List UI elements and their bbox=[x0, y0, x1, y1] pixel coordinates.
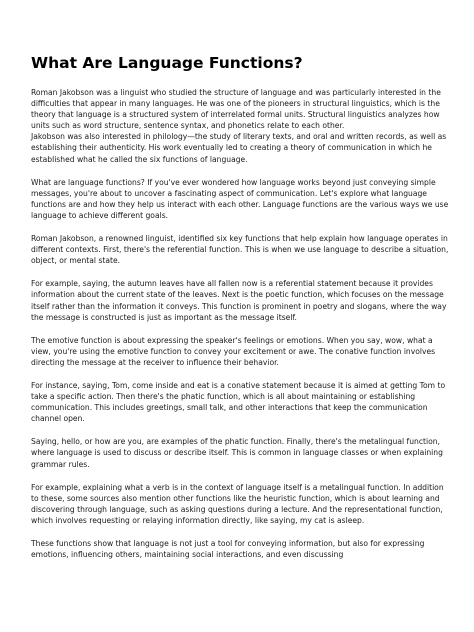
paragraph-referential: Roman Jakobson, a renowned linguist, identified six key functions that help explain how language operates in different contexts. First, there's the referential function. This is when we use language to describe a situation, object, or mental state. bbox=[31, 234, 449, 266]
paragraph-conclusion: These functions show that language is not just a tool for conveying information, but also for expressing emotions, influencing others, maintaining social interactions, and even discussing bbox=[31, 539, 425, 560]
paragraph-emotive-conative: The emotive function is about expressing the speaker's feelings or emotions. When you say, wow, what a view, you're using the emotive function to convey your excitement or awe. The conative function involves directing the message at the receiver to influence their behavior. bbox=[31, 335, 436, 367]
paragraph-heuristic-representational: For example, explaining what a verb is in the context of language itself is a metalingual function. In addition to these, some sources also mention other functions like the heuristic function, which is about learning and discovering through language, such as asking questions during a lecture. And the representational function, which involves requesting or relaying information directly, like saying, my cat is asleep. bbox=[31, 482, 444, 525]
paragraph-phatic: For instance, saying, Tom, come inside and eat is a conative statement because it is aimed at getting Tom to take a specific action. Then there's the phatic function, which is all about maintaining or establishing communication. This includes greetings, small talk, and other interactions that keep the communication channel open. bbox=[31, 380, 446, 424]
paragraph-metalingual: Saying, hello, or how are you, are examples of the phatic function. Finally, there's the metalingual function, where language is used to discuss or describe itself. This is common in language classes or when explaining grammar rules. bbox=[31, 437, 443, 469]
paragraph-philology: Jakobson was also interested in philology—the study of literary texts, and oral and written records, as well as establishing their authenticity. His work eventually led to creating a theory of communication in which he established what he called the six functions of language. bbox=[31, 132, 447, 164]
paragraph-what-are-functions: What are language functions? If you've ever wondered how language works beyond just conveying simple messages, you're about to uncover a fascinating aspect of communication. Let's explore what language functions are and how they help us interact with each other. Language functions are the various ways we use language to achieve different goals. bbox=[31, 177, 449, 220]
paragraph-jakobson-intro: Roman Jakobson was a linguist who studied the structure of language and was particularly interested in the difficulties that appear in many languages. He was one of the pioneers in structural linguistics, which is the theory that language is a structured system of interrelated formal units. Structural linguistics analyzes how units such as word structure, sentence syntax, and phonetics relate to each other. bbox=[31, 88, 441, 131]
paragraph-poetic: For example, saying, the autumn leaves have all fallen now is a referential statement because it provides information about the current state of the leaves. Next is the poetic function, which focuses on the message itself rather than the information it conveys. This function is prominent in poetry and slogans, where the way the message is constructed is just as important as the message itself. bbox=[31, 279, 447, 322]
page-title: What Are Language Functions? bbox=[31, 54, 303, 72]
document-content bbox=[31, 53, 449, 572]
